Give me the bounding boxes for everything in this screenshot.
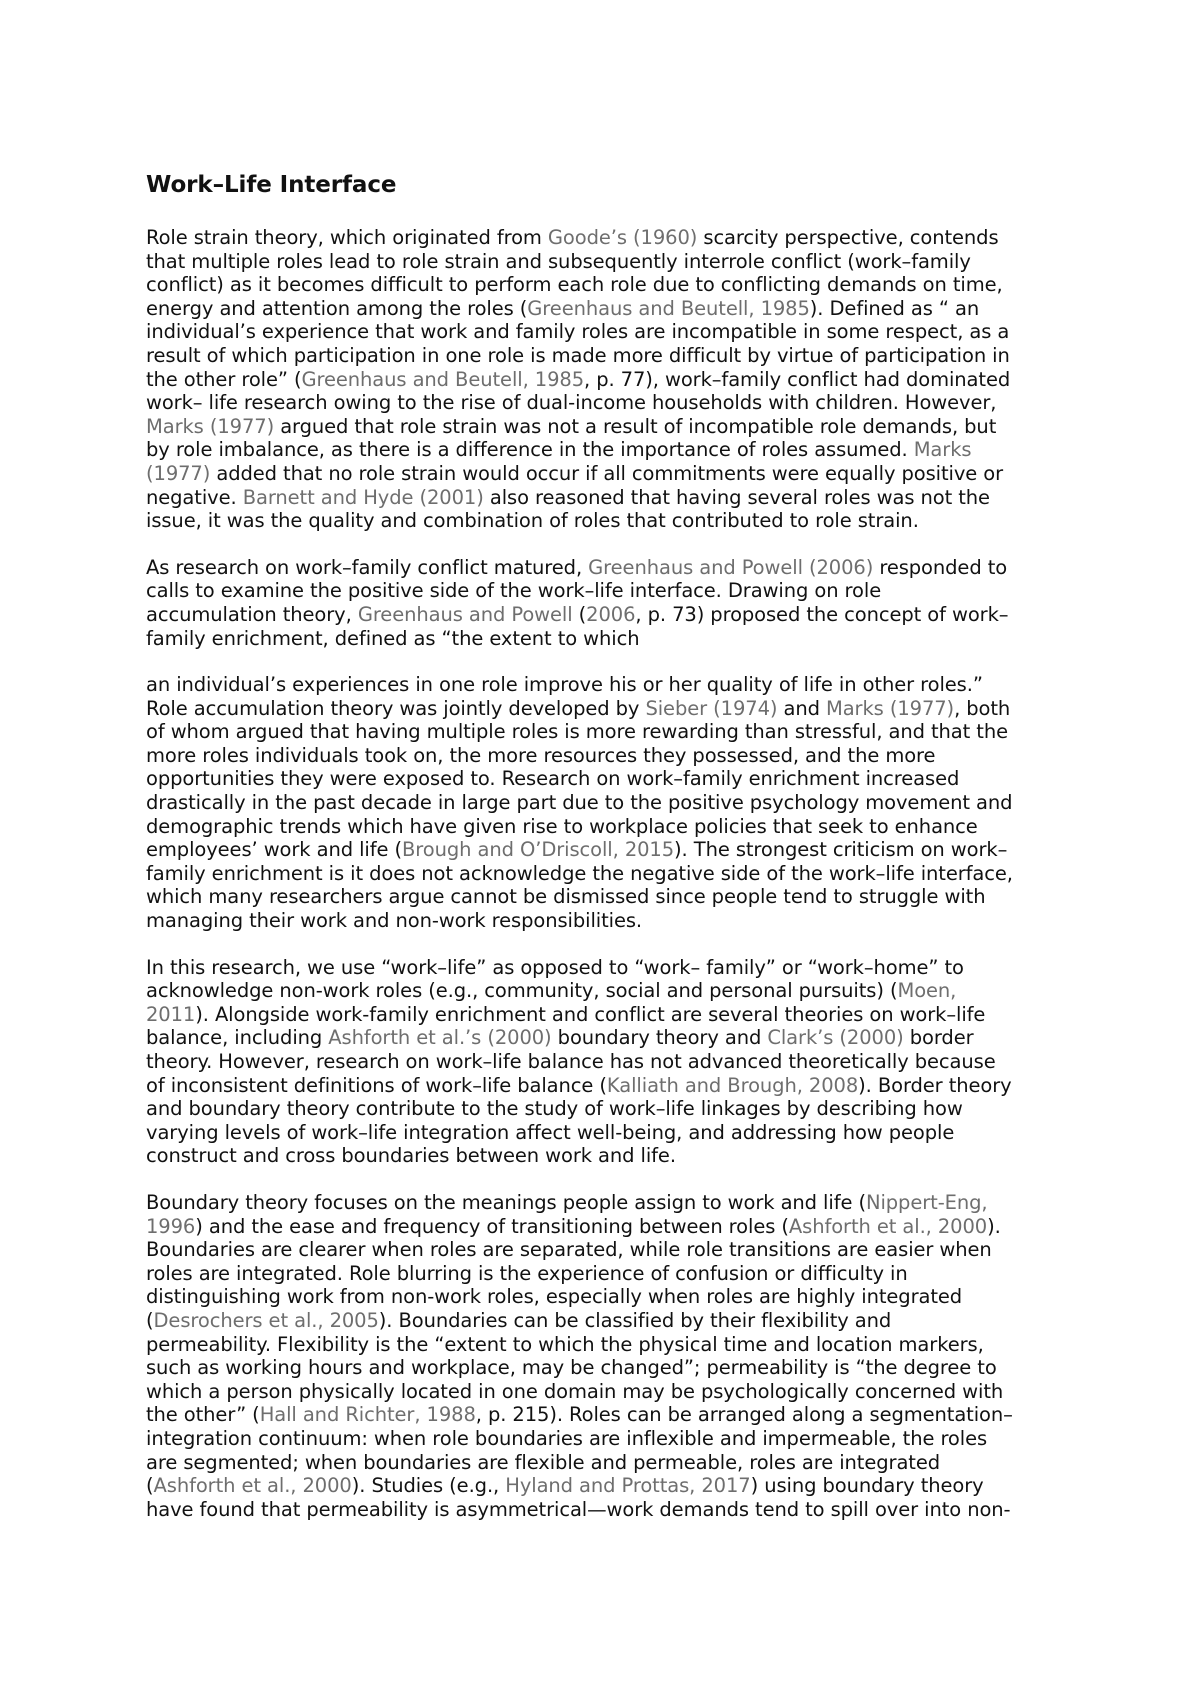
citation: Marks (1977) (825, 696, 955, 720)
text-segment: ( (146, 1308, 154, 1332)
text-line (146, 368, 1066, 392)
paragraph-5 (146, 1191, 1066, 1521)
citation: 2006 (586, 602, 636, 626)
text-segment: result of which participation in one role is made more difficult by virtue of participation in (146, 343, 1010, 367)
text-line (146, 1285, 1066, 1309)
text-line (146, 627, 1066, 651)
text-line (146, 1144, 1066, 1168)
text-segment: conflict) as it becomes difficult to perform each role due to conflicting demands on time, (146, 273, 1003, 297)
text-segment: balance, including (146, 1026, 329, 1050)
text-line (146, 744, 1066, 768)
text-line (146, 1498, 1066, 1522)
text-line (146, 1074, 1066, 1098)
text-line (146, 1262, 1066, 1286)
text-segment: ). Alongside work-family enrichment and conflict are several theories on work–life (195, 1002, 986, 1026)
text-segment: border (903, 1026, 974, 1050)
text-line (146, 979, 1066, 1003)
text-line (146, 250, 1066, 274)
text-segment: added that no role strain would occur if all commitments were equally positive or (210, 461, 1004, 485)
text-segment: that multiple roles lead to role strain and subsequently interrole conflict (work–family (146, 249, 971, 273)
text-segment: scarcity perspective, contends (697, 226, 999, 249)
text-line (146, 1121, 1066, 1145)
text-segment: negative. (146, 485, 243, 509)
citation: Goode’s (1960) (547, 226, 698, 249)
citation: 1996 (146, 1214, 196, 1238)
text-line (146, 956, 1066, 980)
text-segment: accumulation theory, (146, 602, 358, 626)
text-segment: varying levels of work–life integration affect well-being, and addressing how people (146, 1120, 955, 1144)
citation: Marks (913, 438, 972, 462)
text-segment: integration continuum: when role boundaries are inflexible and impermeable, the roles (146, 1426, 988, 1450)
text-segment: distinguishing work from non-work roles, especially when roles are highly integrated (146, 1285, 963, 1309)
text-line (146, 720, 1066, 744)
text-segment: and boundary theory contribute to the study of work–life linkages by describing how (146, 1097, 963, 1121)
text-segment: which a person physically located in one domain may be psychologically concerned with (146, 1379, 1004, 1403)
citation: Nippert-Eng, (865, 1190, 988, 1214)
text-segment: Role accumulation theory was jointly developed by (146, 696, 646, 720)
text-segment: the other role” ( (146, 367, 302, 391)
text-segment: energy and attention among the roles ( (146, 296, 528, 320)
text-line (146, 1474, 1066, 1498)
text-line (146, 697, 1066, 721)
text-line (146, 1215, 1066, 1239)
text-line (146, 1309, 1066, 1333)
text-line (146, 909, 1066, 933)
text-segment: are segmented; when boundaries are flexible and permeable, roles are integrated (146, 1450, 941, 1474)
text-segment: argued that role strain was not a result of incompatible role demands, but (274, 414, 997, 438)
text-segment: , p. 77), work–family conflict had dominated (584, 367, 1011, 391)
text-segment: ) and the ease and frequency of transitioning between roles ( (195, 1214, 789, 1238)
paragraph-3 (146, 673, 1066, 933)
text-segment: , both (954, 696, 1011, 720)
text-segment: construct and cross boundaries between work and life. (146, 1144, 676, 1168)
text-segment: ( (146, 1474, 154, 1498)
citation: Ashforth et al., 2000 (788, 1214, 988, 1238)
text-segment: and (777, 696, 826, 720)
text-segment: family enrichment, defined as “the extent to which (146, 626, 640, 650)
text-segment: boundary theory and (551, 1026, 768, 1050)
text-segment: of whom argued that having multiple roles is more rewarding than stressful, and that the (146, 720, 1008, 744)
text-line (146, 603, 1066, 627)
paragraph-2 (146, 556, 1066, 650)
citation: Greenhaus and Powell (2006) (588, 555, 874, 579)
text-segment: ). Border theory (858, 1073, 1012, 1097)
text-line (146, 415, 1066, 439)
text-line (146, 862, 1066, 886)
text-line (146, 391, 1066, 415)
paragraph-4 (146, 956, 1066, 1168)
text-line (146, 1238, 1066, 1262)
text-segment: ( (572, 602, 587, 626)
text-line (146, 486, 1066, 510)
text-line (146, 791, 1066, 815)
text-line (146, 509, 1066, 533)
paragraph-1 (146, 226, 1066, 533)
document-body (146, 170, 1066, 1544)
text-segment: more roles individuals took on, the more resources they possessed, and the more (146, 743, 936, 767)
text-line (146, 885, 1066, 909)
text-line (146, 1003, 1066, 1027)
text-segment: theory. However, research on work–life balance has not advanced theoretically because (146, 1050, 996, 1073)
text-segment: Boundary theory focuses on the meanings people assign to work and life ( (146, 1190, 866, 1214)
text-segment: opportunities they were exposed to. Research on work–family enrichment increased (146, 767, 960, 791)
citation: Ashforth et al.’s (2000) (328, 1026, 552, 1050)
citation: Hall and Richter, 1988 (259, 1403, 476, 1427)
text-segment: drastically in the past decade in large part due to the positive psychology movement and (146, 791, 1013, 815)
text-segment: calls to examine the positive side of the work–life interface. Drawing on role (146, 579, 882, 603)
citation: Sieber (1974) (645, 696, 778, 720)
text-line (146, 462, 1066, 486)
text-segment: Role strain theory, which originated from (146, 226, 548, 249)
text-segment: demographic trends which have given rise to workplace policies that seek to enhance (146, 814, 978, 838)
text-segment: ). (987, 1214, 1001, 1238)
text-segment: In this research, we use “work–life” as opposed to “work– family” or “work–home” to (146, 955, 964, 979)
text-line (146, 344, 1066, 368)
text-segment: by role imbalance, as there is a difference in the importance of roles assumed. (146, 438, 914, 462)
text-line (146, 1427, 1066, 1451)
text-segment: employees’ work and life ( (146, 838, 402, 862)
text-line (146, 1097, 1066, 1121)
text-segment: an individual’s experiences in one role improve his or her quality of life in other roles.” (146, 673, 983, 697)
text-segment: issue, it was the quality and combination of roles that contributed to role strain. (146, 509, 919, 533)
citation: Greenhaus and Beutell, 1985 (301, 367, 584, 391)
citation: Clark’s (2000) (767, 1026, 904, 1050)
text-segment: family enrichment is it does not acknowledge the negative side of the work–life interface, (146, 861, 1013, 885)
text-segment: responded to (873, 555, 1008, 579)
text-segment: Boundaries are clearer when roles are separated, while role transitions are easier when (146, 1238, 992, 1262)
text-line (146, 226, 1066, 250)
text-line (146, 1191, 1066, 1215)
paragraphs-container (146, 226, 1066, 1521)
text-segment: ). The strongest criticism on work– (674, 838, 1008, 862)
citation: (1977) (146, 461, 211, 485)
text-line (146, 1403, 1066, 1427)
citation: Hyland and Prottas, 2017 (505, 1474, 751, 1498)
text-segment: such as working hours and workplace, may be changed”; permeability is “the degree to (146, 1356, 997, 1380)
text-line (146, 673, 1066, 697)
text-segment: , p. 215). Roles can be arranged along a segmentation– (475, 1403, 1013, 1427)
text-line (146, 438, 1066, 462)
text-line (146, 838, 1066, 862)
text-line (146, 1050, 1066, 1074)
text-segment: also reasoned that having several roles was not the (483, 485, 990, 509)
citation: Desrochers et al., 2005 (153, 1308, 379, 1332)
text-segment: permeability. Flexibility is the “extent to which the physical time and location markers, (146, 1332, 984, 1356)
text-line (146, 273, 1066, 297)
text-line (146, 297, 1066, 321)
text-line (146, 815, 1066, 839)
text-segment: work– life research owing to the rise of dual-income households with children. However, (146, 391, 997, 415)
citation: Moen, (897, 979, 957, 1003)
text-line (146, 579, 1066, 603)
text-segment: roles are integrated. Role blurring is the experience of confusion or difficulty in (146, 1261, 908, 1285)
text-segment: individual’s experience that work and family roles are incompatible in some respect, as a (146, 320, 1010, 344)
text-line (146, 320, 1066, 344)
citation: 2011 (146, 1002, 196, 1026)
section-heading: Work–Life Interface (146, 172, 397, 198)
text-segment: which many researchers argue cannot be dismissed since people tend to struggle with (146, 885, 986, 909)
text-line (146, 767, 1066, 791)
text-segment: ). Studies (e.g., (351, 1474, 506, 1498)
citation: Ashforth et al., 2000 (153, 1474, 352, 1498)
text-segment: ) using boundary theory (750, 1474, 984, 1498)
text-segment: acknowledge non-work roles (e.g., community, social and personal pursuits) ( (146, 979, 898, 1003)
text-segment: ). Defined as “ an (809, 296, 980, 320)
text-segment: the other” ( (146, 1403, 260, 1427)
citation: Marks (1977) (146, 414, 275, 438)
text-line (146, 1356, 1066, 1380)
text-line (146, 556, 1066, 580)
text-segment: managing their work and non-work responsibilities. (146, 909, 643, 933)
text-segment: As research on work–family conflict matured, (146, 555, 589, 579)
citation: Brough and O’Driscoll, 2015 (402, 838, 675, 862)
text-segment: of inconsistent definitions of work–life balance ( (146, 1073, 607, 1097)
text-segment: , p. 73) proposed the concept of work– (635, 602, 1009, 626)
text-line (146, 1451, 1066, 1475)
text-line (146, 1380, 1066, 1404)
text-line (146, 1026, 1066, 1050)
citation: Kalliath and Brough, 2008 (606, 1073, 859, 1097)
text-segment: have found that permeability is asymmetrical—work demands tend to spill over into non- (146, 1497, 1011, 1521)
text-line (146, 1333, 1066, 1357)
text-segment: ). Boundaries can be classified by their flexibility and (378, 1308, 892, 1332)
citation: Greenhaus and Powell (357, 602, 573, 626)
citation: Greenhaus and Beutell, 1985 (527, 296, 810, 320)
citation: Barnett and Hyde (2001) (242, 485, 484, 509)
